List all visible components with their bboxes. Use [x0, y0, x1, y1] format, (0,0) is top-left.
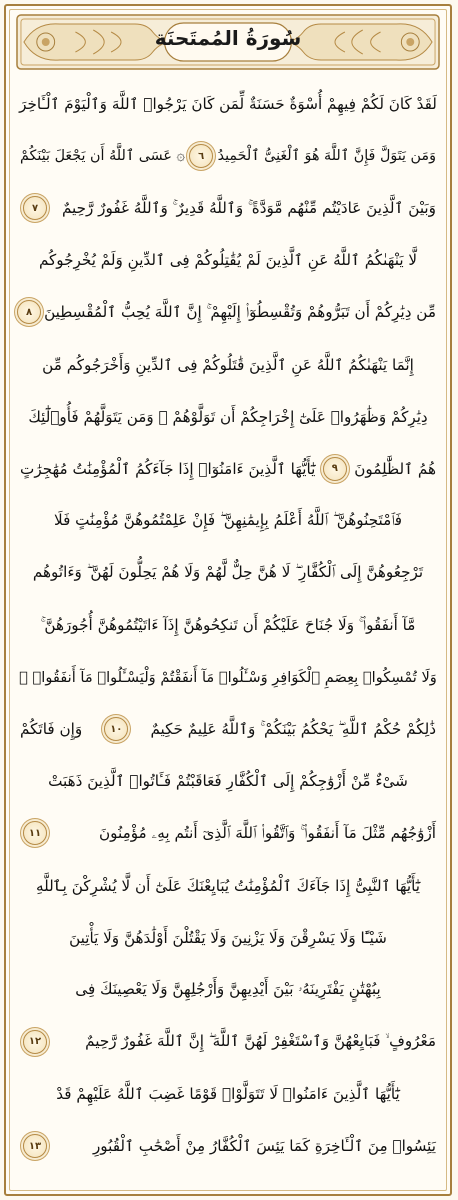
ayah-number-marker: ٦: [189, 144, 213, 168]
verse-line: [20, 599, 436, 651]
ayah-number-marker: ١٠: [104, 717, 128, 741]
verse-line: [20, 703, 436, 755]
ayah-number-marker: ٨: [17, 300, 41, 324]
verse-line: [20, 860, 436, 912]
verse-text: يَٰٓأَيُّهَا ٱلنَّبِىُّ إِذَا جَآءَكَ ٱلْمُؤْمِنَٰتُ يُبَايِعْنَكَ عَلَىٰٓ أَن لَّا يُشْرِكْنَ بِٱللَّهِ: [35, 876, 421, 895]
verse-text: مِّن دِيَٰرِكُمْ أَن تَبَرُّوهُمْ وَتُقْسِطُوٓا۟ إِلَيْهِمْ ۚ إِنَّ ٱللَّهَ يُحِبُّ ٱلْمُقْسِطِينَ: [44, 302, 436, 321]
verse-line: [20, 755, 436, 807]
verse-text: إِنَّمَا يَنْهَىٰكُمُ ٱللَّهُ عَنِ ٱلَّذِينَ قَٰتَلُوكُمْ فِى ٱلدِّينِ وَأَخْرَجُوكُم مِّن: [42, 355, 414, 374]
verse-text: فَٱمْتَحِنُوهُنَّ ۖ ٱللَّهُ أَعْلَمُ بِإِيمَٰنِهِنَّ ۖ فَإِنْ عَلِمْتُمُوهُنَّ مُؤْمِنَٰتٍ فَلَا: [54, 511, 402, 530]
verse-line: [20, 443, 436, 495]
verse-text: وَإِن فَاتَكُمْ: [20, 720, 83, 739]
verse-text: لَقَدْ كَانَ لَكُمْ فِيهِمْ أُسْوَةٌ حَسَنَةٌ لِّمَن كَانَ يَرْجُوا۟ ٱللَّهَ وَٱلْيَوْمَ ٱلْـَٔاخِرَ: [19, 95, 437, 113]
verse-line: [20, 1068, 436, 1120]
verse-line: [20, 807, 436, 859]
ayah-number-marker: ٧: [23, 196, 47, 220]
verse-line: [20, 1016, 436, 1068]
surah-title: سُورَةُ المُمتَحنَة: [154, 26, 302, 50]
surah-header: [16, 14, 440, 70]
verse-text: ۞ عَسَى ٱللَّهُ أَن يَجْعَلَ بَيْنَكُمْ: [20, 148, 185, 165]
verse-text: وَمَن يَتَوَلَّ فَإِنَّ ٱللَّهَ هُوَ ٱلْغَنِىُّ ٱلْحَمِيدُ: [217, 148, 436, 165]
verse-text: ذَٰلِكُمْ حُكْمُ ٱللَّهِ ۖ يَحْكُمُ بَيْنَكُمْ ۚ وَٱللَّهُ عَلِيمٌ حَكِيمٌ: [150, 719, 436, 738]
verse-text: مَّآ أَنفَقُوا۟ ۚ وَلَا جُنَاحَ عَلَيْكُمْ أَن تَنكِحُوهُنَّ إِذَآ ءَاتَيْتُمُوهُنَّ أُجُورَهُنَّ ۚ: [40, 615, 416, 634]
verse-line: [20, 964, 436, 1016]
verse-line: [20, 130, 436, 182]
verse-line: [20, 495, 436, 547]
ayah-number-marker: ٩: [323, 457, 347, 481]
verse-line: [20, 547, 436, 599]
verse-line: [20, 651, 436, 703]
ayah-number-marker: ١٣: [23, 1134, 47, 1158]
verse-text: أَزْوَٰجُهُم مِّثْلَ مَآ أَنفَقُوا۟ ۚ وَٱتَّقُوا۟ ٱللَّهَ ٱلَّذِىٓ أَنتُم بِهِۦ مُؤْمِنُونَ: [98, 823, 436, 842]
verse-text: يَٰٓأَيُّهَا ٱلَّذِينَ ءَامَنُوٓا۟ إِذَا جَآءَكُمُ ٱلْمُؤْمِنَٰتُ مُهَٰجِرَٰتٍ: [20, 459, 316, 478]
verse-line: [20, 391, 436, 443]
verse-text: بِبُهْتَٰنٍ يَفْتَرِينَهُۥ بَيْنَ أَيْدِيهِنَّ وَأَرْجُلِهِنَّ وَلَا يَعْصِينَكَ فِى: [75, 980, 381, 999]
verse-text: وَلَا تُمْسِكُوا۟ بِعِصَمِ ٱلْكَوَافِرِ وَسْـَٔلُوا۟ مَآ أَنفَقْتُمْ وَلْيَسْـَٔلُوا۟ مَآ أَنفَقُوا۟ ۚ: [19, 668, 437, 686]
verse-text: يَئِسُوا۟ مِنَ ٱلْـَٔاخِرَةِ كَمَا يَئِسَ ٱلْكُفَّارُ مِنْ أَصْحَٰبِ ٱلْقُبُورِ: [92, 1137, 436, 1155]
verse-text: دِيَٰرِكُمْ وَظَٰهَرُوا۟ عَلَىٰٓ إِخْرَاجِكُمْ أَن تَوَلَّوْهُمْ ۚ وَمَن يَتَوَلَّهُمْ فَأُو۟لَٰٓئِكَ: [28, 407, 428, 426]
verse-line: [20, 339, 436, 391]
mushaf-page: [4, 4, 452, 1196]
ayah-number-marker: ١٢: [23, 1030, 47, 1054]
verse-text: تَرْجِعُوهُنَّ إِلَى ٱلْكُفَّارِ ۖ لَا هُنَّ حِلٌّ لَّهُمْ وَلَا هُمْ يَحِلُّونَ لَهُنَّ ۖ وَءَاتُوهُم: [32, 563, 424, 582]
verse-line: [20, 286, 436, 338]
verse-line: [20, 182, 436, 234]
verse-text: وَبَيْنَ ٱلَّذِينَ عَادَيْتُم مِّنْهُم مَّوَدَّةً ۚ وَٱللَّهُ قَدِيرٌ ۚ وَٱللَّهُ غَفُورٌ رَّحِيمٌ: [61, 198, 436, 217]
verse-line: [20, 234, 436, 286]
verse-text: هُمُ ٱلظَّٰلِمُونَ: [354, 459, 436, 478]
verse-text: لَّا يَنْهَىٰكُمُ ٱللَّهُ عَنِ ٱلَّذِينَ لَمْ يُقَٰتِلُوكُمْ فِى ٱلدِّينِ وَلَمْ يُخْرِجُوكُم: [38, 251, 418, 270]
verse-line: [20, 912, 436, 964]
verse-text: مَعْرُوفٍ ۙ فَبَايِعْهُنَّ وَٱسْتَغْفِرْ لَهُنَّ ٱللَّهَ ۖ إِنَّ ٱللَّهَ غَفُورٌ رَّحِيمٌ: [85, 1032, 436, 1051]
verse-lines: [20, 78, 436, 1180]
verse-line: [20, 78, 436, 130]
verse-text: يَٰٓأَيُّهَا ٱلَّذِينَ ءَامَنُوا۟ لَا تَتَوَلَّوْا۟ قَوْمًا غَضِبَ ٱللَّهُ عَلَيْهِمْ قَدْ: [56, 1084, 400, 1103]
verse-text: شَىْءٌ مِّنْ أَزْوَٰجِكُمْ إِلَى ٱلْكُفَّارِ فَعَاقَبْتُمْ فَـَٔاتُوا۟ ٱلَّذِينَ ذَهَبَتْ: [48, 772, 408, 791]
verse-line: [20, 1120, 436, 1172]
ayah-number-marker: ١١: [23, 821, 47, 845]
verse-text: شَيْـًٔا وَلَا يَسْرِقْنَ وَلَا يَزْنِينَ وَلَا يَقْتُلْنَ أَوْلَٰدَهُنَّ وَلَا يَأْتِينَ: [69, 928, 387, 947]
